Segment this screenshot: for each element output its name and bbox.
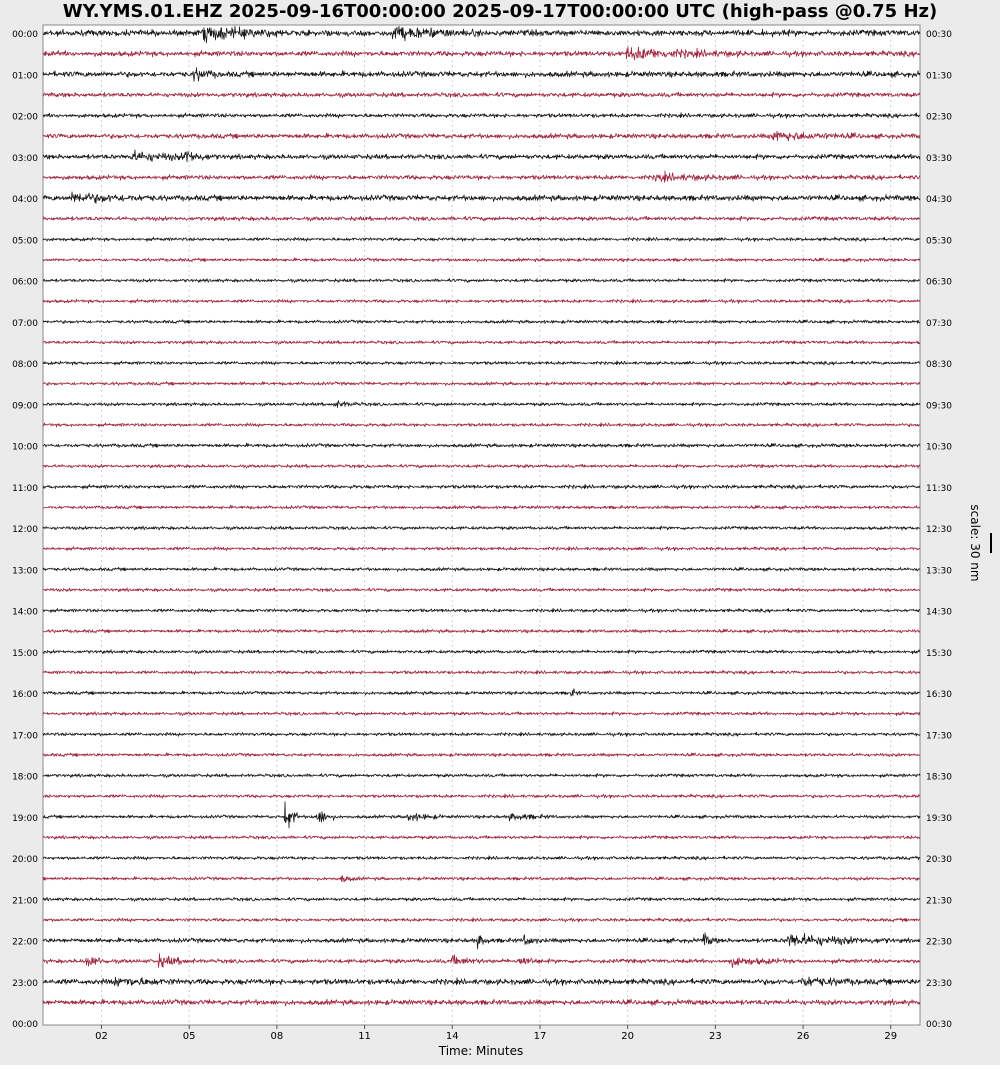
row-time-label-right: 14:30 (926, 607, 952, 618)
row-time-label-left: 19:00 (12, 813, 38, 824)
row-time-label-left: 00:00 (12, 30, 38, 40)
row-time-label-left: 01:00 (12, 71, 38, 82)
row-time-label-left: 10:00 (12, 442, 38, 453)
row-time-label-left: 21:00 (12, 896, 38, 907)
chart-title: WY.YMS.01.EHZ 2025-09-16T00:00:00 2025-09-17T00:00:00 UTC (high-pass @0.75 Hz) (62, 1, 938, 22)
row-time-label-right: 08:30 (926, 360, 952, 370)
row-time-label-right: 00:30 (926, 1020, 952, 1030)
x-tick-label: 11 (358, 1031, 371, 1042)
row-time-label-left: 06:00 (12, 277, 38, 288)
row-time-label-left: 08:00 (12, 360, 38, 370)
x-tick-label: 26 (796, 1031, 810, 1042)
row-time-label-right: 16:30 (926, 690, 952, 700)
row-time-label-right: 23:30 (926, 978, 952, 989)
row-time-label-right: 10:30 (926, 442, 952, 453)
row-time-label-left: 07:00 (12, 318, 38, 329)
x-tick-label: 23 (708, 1031, 722, 1042)
row-time-label-right: 18:30 (926, 772, 952, 783)
plot-area (43, 25, 920, 1025)
row-time-label-left: 11:00 (12, 483, 38, 494)
row-time-label-right: 00:30 (926, 30, 952, 40)
x-tick-label: 14 (445, 1031, 459, 1042)
x-tick-label: 17 (533, 1031, 547, 1042)
x-axis-label: Time: Minutes (438, 1044, 524, 1058)
row-time-label-right: 09:30 (926, 401, 952, 412)
row-time-label-left: 15:00 (12, 648, 38, 659)
row-time-label-left: 20:00 (12, 855, 38, 865)
row-time-label-left: 02:00 (12, 112, 38, 123)
row-time-label-left: 23:00 (12, 978, 38, 989)
row-time-label-right: 02:30 (926, 112, 952, 123)
row-time-label-right: 04:30 (926, 195, 952, 205)
row-time-label-left: 04:00 (12, 195, 38, 205)
row-time-label-right: 22:30 (926, 937, 952, 948)
row-time-label-left: 09:00 (12, 401, 38, 412)
row-time-label-left: 05:00 (12, 236, 38, 247)
row-time-label-left: 00:00 (12, 1020, 38, 1030)
row-time-label-right: 11:30 (926, 483, 952, 494)
x-tick-label: 02 (95, 1031, 108, 1042)
row-time-label-left: 03:00 (12, 153, 38, 164)
row-time-label-left: 12:00 (12, 525, 38, 535)
row-time-label-right: 15:30 (926, 648, 952, 659)
row-time-label-right: 12:30 (926, 525, 952, 535)
x-tick-label: 08 (270, 1031, 284, 1042)
row-time-label-left: 13:00 (12, 566, 38, 577)
row-time-label-right: 07:30 (926, 318, 952, 329)
row-time-label-right: 13:30 (926, 566, 952, 577)
x-tick-label: 05 (182, 1031, 196, 1042)
row-time-label-right: 21:30 (926, 896, 952, 907)
row-time-label-right: 05:30 (926, 236, 952, 247)
row-time-label-right: 01:30 (926, 71, 952, 82)
row-time-label-right: 20:30 (926, 855, 952, 865)
x-tick-label: 29 (884, 1031, 898, 1042)
scale-label: scale: 30 nm (968, 504, 982, 582)
row-time-label-right: 03:30 (926, 153, 952, 164)
row-time-label-left: 14:00 (12, 607, 38, 618)
row-time-label-right: 19:30 (926, 813, 952, 824)
row-time-label-left: 17:00 (12, 731, 38, 742)
row-time-label-left: 16:00 (12, 690, 38, 700)
row-time-label-left: 22:00 (12, 937, 38, 948)
row-time-label-right: 06:30 (926, 277, 952, 288)
row-time-label-left: 18:00 (12, 772, 38, 783)
row-time-label-right: 17:30 (926, 731, 952, 742)
x-tick-label: 20 (621, 1031, 635, 1042)
